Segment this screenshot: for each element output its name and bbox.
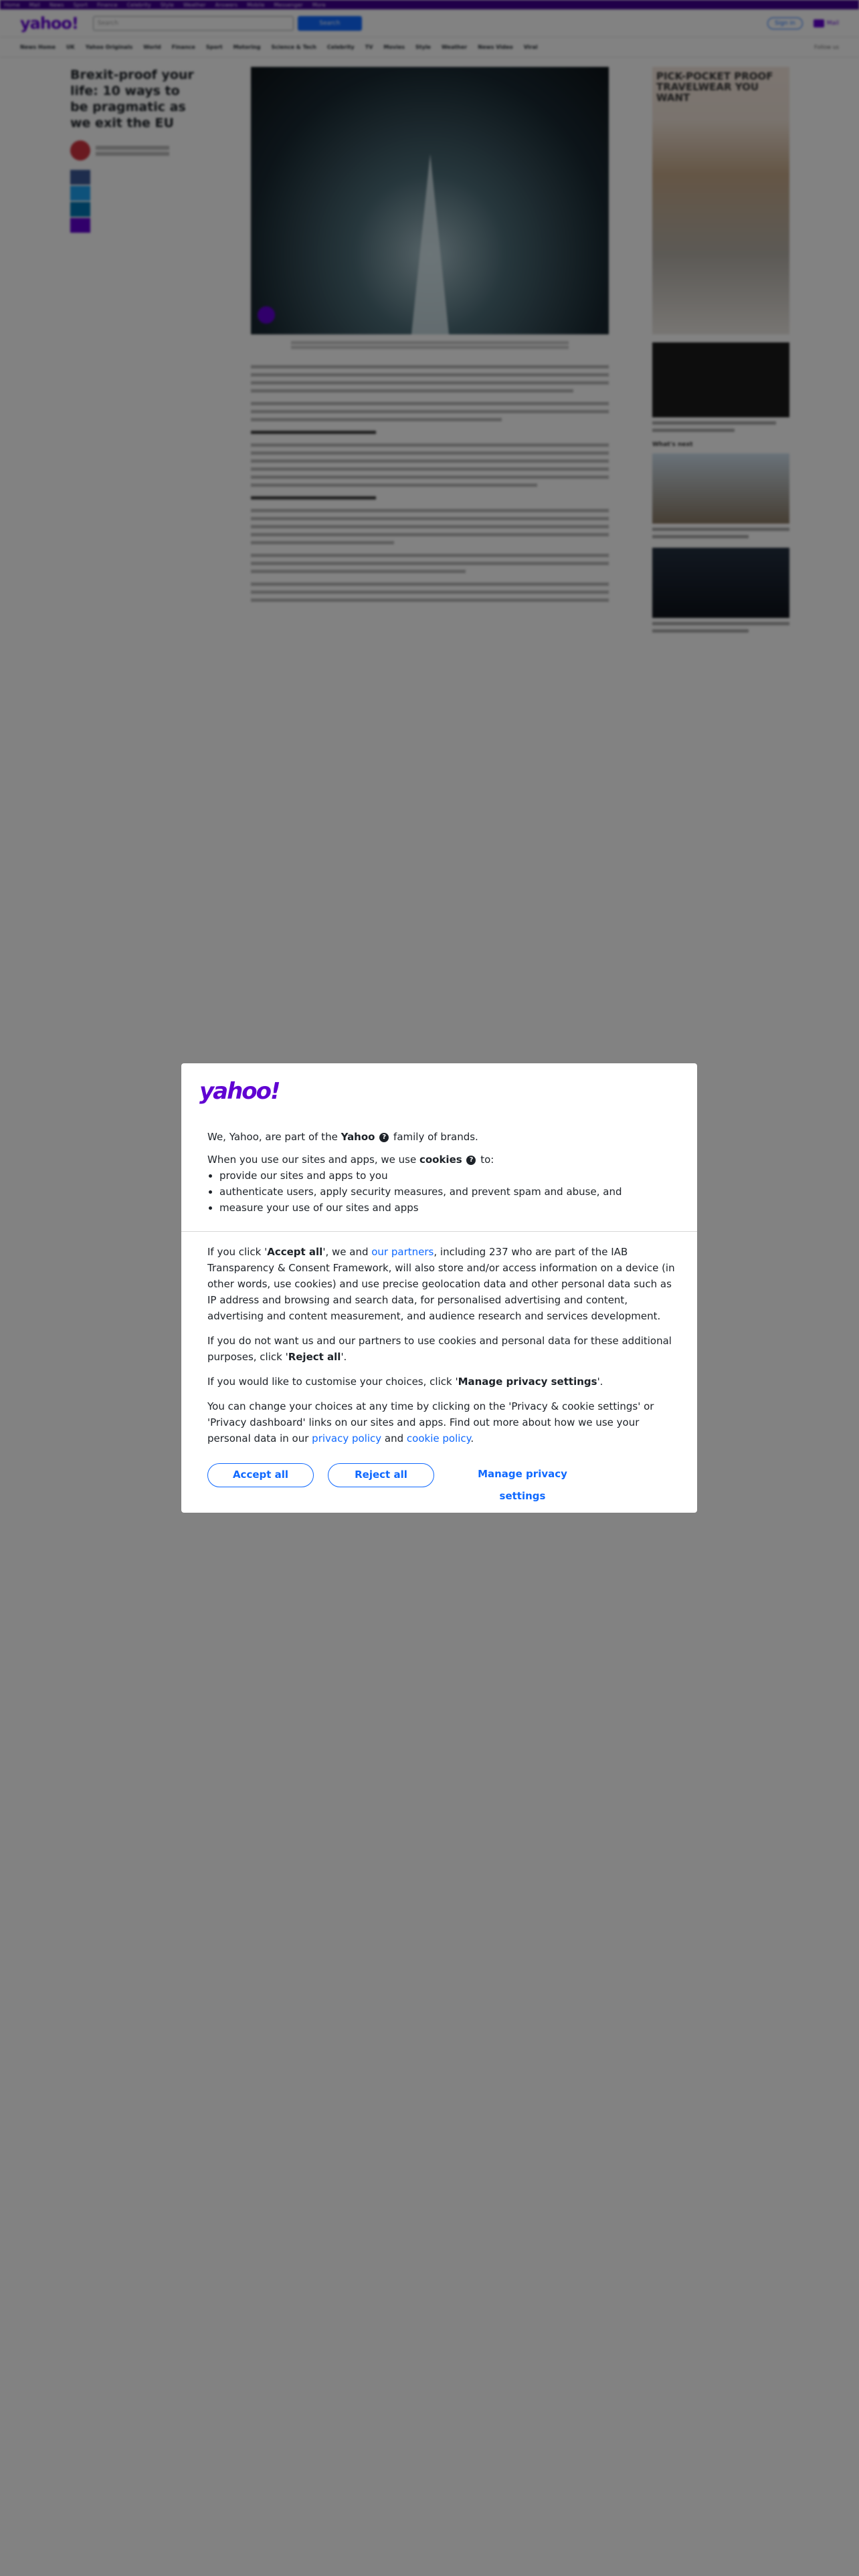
nav-item-yahoo-originals[interactable]: Yahoo Originals <box>85 44 133 50</box>
yahoo-logo: yahoo! <box>199 1078 280 1105</box>
intro-text: We, Yahoo, are part of the Yahoo ? family of brands. <box>207 1131 478 1143</box>
search-button[interactable]: Search <box>298 16 362 31</box>
topbar-item-mail[interactable]: Mail <box>29 1 40 8</box>
consent-dialog <box>181 1063 697 1513</box>
nav-item-sport[interactable]: Sport <box>205 44 223 50</box>
topbar-item-messenger[interactable]: Messenger <box>274 1 303 8</box>
nav-item-celebrity[interactable]: Celebrity <box>326 44 355 50</box>
privacy-policy-link[interactable]: privacy policy <box>312 1432 382 1444</box>
nav-item-finance[interactable]: Finance <box>171 44 195 50</box>
cookie-policy-link[interactable]: cookie policy <box>406 1432 471 1444</box>
topbar-item-finance[interactable]: Finance <box>96 1 118 8</box>
our-partners-link[interactable]: our partners <box>371 1246 434 1258</box>
whats-next-heading: What's next <box>652 441 693 448</box>
nav-item-world[interactable]: World <box>143 44 161 50</box>
purposes-list <box>207 1168 676 1216</box>
topbar-item-mobile[interactable]: Mobile <box>247 1 265 8</box>
list-item: • measure your use of our sites and apps <box>219 1200 676 1216</box>
sidebar-ad-text: PICK-POCKET PROOF TRAVELWEAR YOU WANT <box>656 70 773 104</box>
cookies-text: When you use our sites and apps, we use cookies ? to: <box>207 1154 494 1166</box>
help-icon[interactable]: ? <box>466 1156 476 1165</box>
consent-details <box>207 1244 676 1455</box>
sign-in-button[interactable]: Sign in <box>767 17 803 29</box>
list-item: • authenticate users, apply security measures, and prevent spam and abuse, and <box>219 1184 676 1200</box>
nav-item-motoring[interactable]: Motoring <box>233 44 261 50</box>
topbar-item-sport[interactable]: Sport <box>73 1 88 8</box>
nav-item-movies[interactable]: Movies <box>383 44 405 50</box>
mail-label: Mail <box>826 19 839 27</box>
list-item: • provide our sites and apps to you <box>219 1168 676 1184</box>
topbar-item-weather[interactable]: Weather <box>183 1 206 8</box>
article-headline: Brexit-proof your life: 10 ways to be pragmatic as we exit the EU <box>70 68 194 130</box>
accept-paragraph: If you click 'Accept all', we and our partners, including 237 who are part of the IAB Transparency & Consent Framework, will also store and/or access information on a device (in other words, use cookies) and use precise geolocation data and other personal data such as IP address and browsing and search data, for personalised advertising and content, advertising and content measurement, and audience research and services development. <box>207 1246 675 1322</box>
reject-all-button[interactable]: Reject all <box>328 1463 434 1487</box>
topbar-item-news[interactable]: News <box>49 1 64 8</box>
change-paragraph: You can change your choices at any time by clicking on the 'Privacy & cookie settings' or 'Privacy dashboard' links on our sites and apps. Find out more about how we use your personal data in our privacy policy and cookie policy. <box>207 1400 654 1444</box>
nav-item-tv[interactable]: TV <box>365 44 373 50</box>
divider <box>181 1231 697 1232</box>
help-icon[interactable]: ? <box>379 1133 389 1142</box>
nav-item-viral[interactable]: Viral <box>523 44 538 50</box>
accept-all-button[interactable]: Accept all <box>207 1463 314 1487</box>
nav-item-weather[interactable]: Weather <box>441 44 468 50</box>
follow-us-label: Follow us <box>814 44 839 50</box>
nav-item-style[interactable]: Style <box>415 44 431 50</box>
topbar-item-style[interactable]: Style <box>160 1 174 8</box>
topbar-item-celebrity[interactable]: Celebrity <box>126 1 151 8</box>
reject-paragraph: If you do not want us and our partners to use cookies and personal data for these additional purposes, click 'Reject all'. <box>207 1335 672 1363</box>
topbar-item-more[interactable]: More <box>312 1 326 8</box>
topbar-item-answers[interactable]: Answers <box>215 1 238 8</box>
nav-item-news-video[interactable]: News Video <box>478 44 513 50</box>
nav-item-science-tech[interactable]: Science & Tech <box>271 44 316 50</box>
manage-privacy-settings-button[interactable]: Manage privacy settings <box>456 1463 589 1487</box>
manage-paragraph: If you would like to customise your choices, click 'Manage privacy settings'. <box>207 1376 603 1388</box>
yahoo-logo[interactable]: yahoo! <box>20 13 78 33</box>
nav-item-news-home[interactable]: News Home <box>20 44 56 50</box>
consent-intro <box>207 1129 676 1216</box>
nav-item-uk[interactable]: UK <box>66 44 75 50</box>
topbar-item-home[interactable]: Home <box>4 1 20 8</box>
search-input[interactable]: Search <box>93 16 294 31</box>
